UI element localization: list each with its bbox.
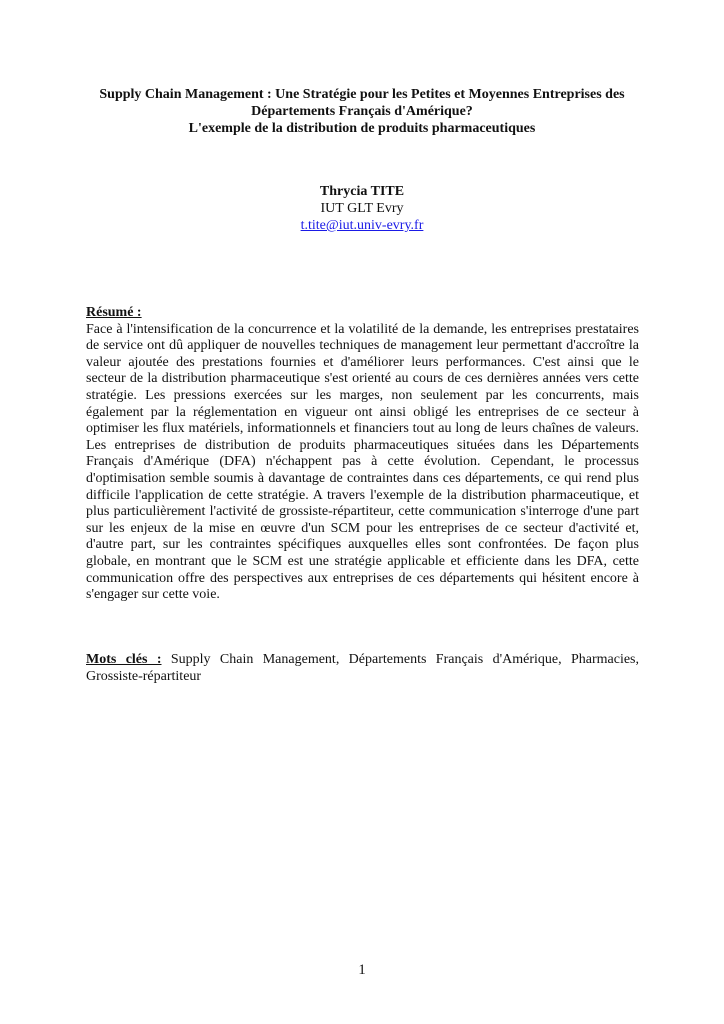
abstract-line: s'engager sur cette voie. bbox=[86, 587, 220, 603]
keywords-line-2: Grossiste-répartiteur bbox=[86, 669, 202, 684]
abstract-line: optimiser les flux matériels, informationnels et financiers tout au long de leurs chaînes de valeurs. bbox=[86, 421, 639, 437]
abstract-line: d'autre part, sur les contraintes spécifiques auxquelles elles sont confrontées. De façon plus bbox=[86, 537, 639, 553]
keywords-section bbox=[86, 651, 639, 685]
abstract-line: Les entreprises de distribution de produits pharmaceutiques situées dans les Départements bbox=[86, 437, 639, 453]
abstract-line: difficile l'application de cette stratégie. A travers l'exemple de la distribution pharmaceutique, et bbox=[86, 487, 639, 503]
abstract-line: stratégie. Les pressions exercées sur les marges, non seulement par les concurrents, mais bbox=[86, 387, 639, 403]
title-line-3: L'exemple de la distribution de produits pharmaceutiques bbox=[188, 121, 536, 136]
abstract-line: Français d'Amérique (DFA) n'échappent pas à cette évolution. Cependant, le processus bbox=[86, 454, 639, 470]
abstract-heading: Résumé : bbox=[86, 305, 142, 320]
title-line-1: Supply Chain Management : Une Stratégie pour les Petites et Moyennes Entreprises des bbox=[99, 87, 625, 102]
keywords-label: Mots clés : bbox=[86, 652, 162, 667]
abstract-line: également par la réglementation en vigueur ont ainsi obligé les entreprises de ce secteur à bbox=[86, 404, 639, 420]
abstract-line: d'optimisation semble soumis à davantage de contraintes dans ces départements, ce qui rend plus bbox=[86, 470, 639, 486]
author-block bbox=[86, 183, 638, 234]
abstract-line: Face à l'intensification de la concurrence et la volatilité de la demande, les entreprises prestataires bbox=[86, 321, 639, 337]
abstract-section bbox=[86, 305, 639, 604]
abstract-line: valeur ajoutée des prestations fournies et d'améliorer leurs performances. C'est ainsi que le bbox=[86, 354, 639, 370]
abstract-line: sur les enjeux de la mise en œuvre d'un SCM pour les entreprises de ce secteur d'activité et, bbox=[86, 520, 639, 536]
abstract-line: secteur de la distribution pharmaceutique s'est orienté au cours de ces dernières années vers cette bbox=[86, 371, 639, 387]
author-affiliation: IUT GLT Evry bbox=[320, 201, 404, 216]
author-email-link[interactable]: t.tite@iut.univ-evry.fr bbox=[300, 218, 424, 233]
title-line-2: Départements Français d'Amérique? bbox=[251, 104, 473, 119]
page-number: 1 bbox=[358, 962, 366, 978]
abstract-line: globale, en montrant que le SCM est une stratégie applicable et efficiente dans les DFA, cette bbox=[86, 553, 639, 569]
abstract-line: de service ont dû appliquer de nouvelles techniques de management leur permettant d'accroître la bbox=[86, 338, 639, 354]
abstract-body bbox=[86, 322, 639, 604]
author-name: Thrycia TITE bbox=[319, 184, 405, 199]
keywords-line-1: Supply Chain Management, Départements Français d'Amérique, Pharmacies, bbox=[170, 652, 640, 667]
abstract-line: communication offre des perspectives aux entreprises de ces départements qui hésitent encore à bbox=[86, 570, 639, 586]
abstract-line: plus particulièrement l'activité de grossiste-répartiteur, cette communication s'interroge d'une part bbox=[86, 504, 639, 520]
paper-title bbox=[86, 86, 638, 137]
